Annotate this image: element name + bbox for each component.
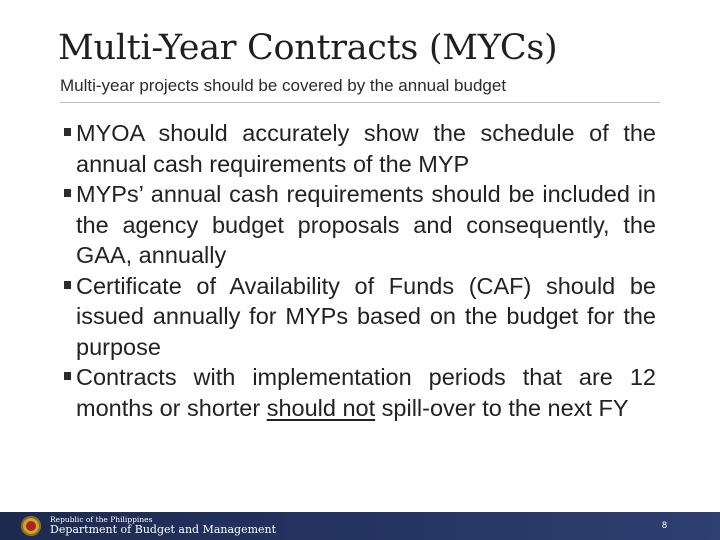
title-divider [60,102,660,103]
square-bullet-icon [64,372,71,380]
bullet-emphasis-underlined: should not [266,394,376,421]
footer-org-line2: Department of Budget and Management [50,523,277,537]
seal-icon [21,516,41,536]
footer-organization [50,516,276,536]
page-number: 8 [661,520,667,530]
bullet-text: MYOA should accurately show the schedule of the annual cash requirements of the MYP [76,120,656,177]
bullet-list [64,118,656,423]
slide-title: Multi-Year Contracts (MYCs) [58,28,558,68]
bullet-item [64,179,656,271]
bullet-text-part: spill-over to the next FY [375,394,629,421]
footer-bar [0,512,720,540]
footer-org-line1: Republic of the Philippines [50,515,153,524]
bullet-text-part: Contracts with implementation periods that are 12 months or shorter [76,364,656,421]
square-bullet-icon [64,128,71,136]
square-bullet-icon [64,189,71,197]
bullet-text: MYPs’ annual cash requirements should be included in the agency budget proposals and consequently, the GAA, annually [76,181,656,268]
bullet-item [64,362,656,423]
bullet-item [64,271,656,363]
bullet-text: Certificate of Availability of Funds (CAF) should be issued annually for MYPs based on the budget for the purpose [76,272,656,360]
bullet-item [64,118,656,179]
slide-subtitle: Multi-year projects should be covered by the annual budget [60,76,507,95]
square-bullet-icon [64,281,71,289]
seal-center [26,521,36,531]
